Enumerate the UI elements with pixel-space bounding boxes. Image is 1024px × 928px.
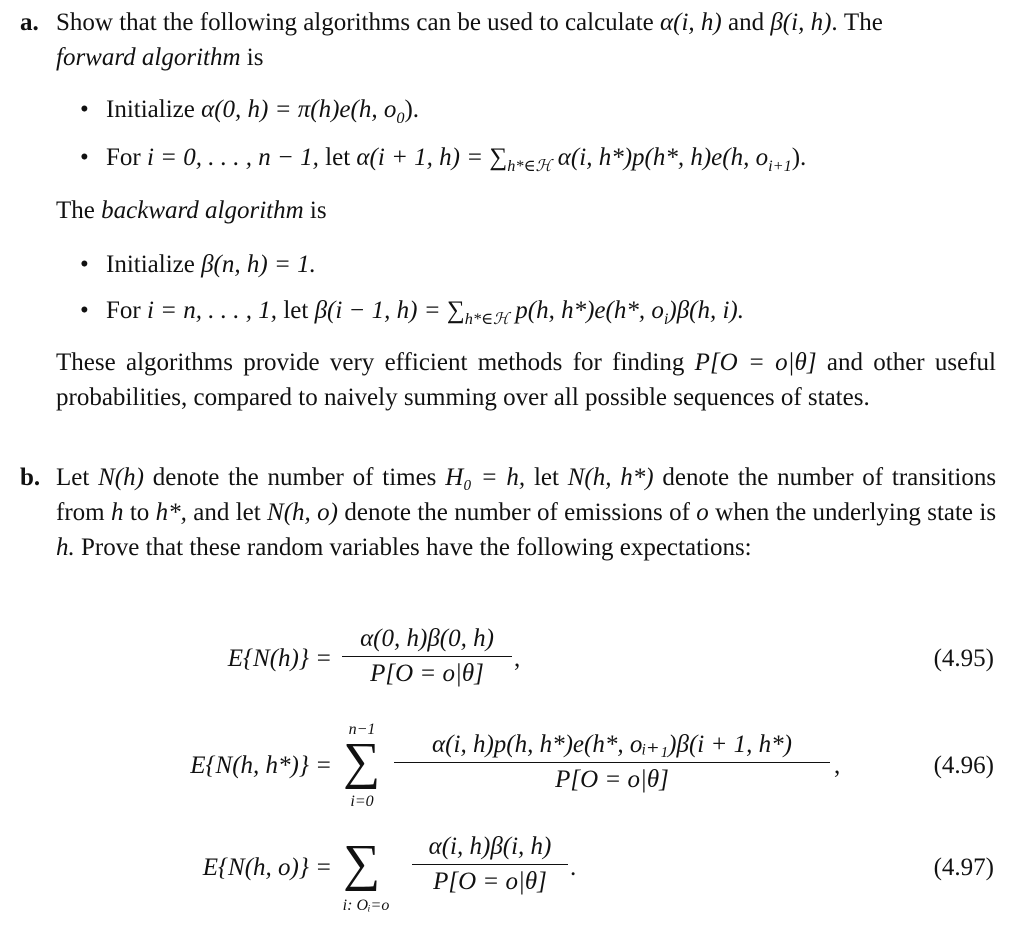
eq-lhs: E{N(h, o)} = <box>202 854 332 881</box>
eq-denominator: P[O = o|θ] <box>370 660 484 687</box>
closing-text-2: and other useful probabilities, compared to naively summing over all possible sequences of states. <box>56 349 997 411</box>
step-sub: i <box>663 310 669 328</box>
step-math2: α(i + 1, h) = ∑ <box>356 144 508 171</box>
step-math2: β(i − 1, h) = ∑ <box>314 297 465 324</box>
equation-number: (4.96) <box>933 752 994 779</box>
step-sum-sub: h*∈ℋ <box>507 157 552 175</box>
forward-step-1: • Initialize α(0, h) = π(h)e(h, $o_0$). <box>80 96 420 127</box>
step-math3: α(i, h*)p(h*, h)e(h, o <box>551 144 769 171</box>
eq-numerator: α(0, h)β(0, h) <box>342 622 512 657</box>
sum-upper-limit: n−1 <box>348 721 376 738</box>
b-text: denote the number of emissions of <box>344 499 690 526</box>
alpha-symbol: α(i, h) <box>660 9 722 36</box>
b-math: N(h, h*) <box>567 464 654 491</box>
step-text: Initialize <box>106 251 202 278</box>
b-math: H₀ = h, <box>445 464 526 491</box>
eq-lhs: E{N(h)} = <box>227 645 332 672</box>
b-math: o <box>696 499 709 526</box>
step-sub: 0 <box>396 109 405 127</box>
b-math: N(h) <box>98 464 144 491</box>
b-text: let <box>533 464 559 491</box>
part-a-intro-tail: . The <box>831 9 883 36</box>
eq-denominator: P[O = o|θ] <box>555 766 669 793</box>
eq-denominator: P[O = o|θ] <box>433 868 547 895</box>
part-a-intro <box>56 5 996 75</box>
eq-fraction <box>342 622 512 691</box>
part-a-label: a. <box>20 9 39 36</box>
eq-fraction <box>412 830 568 899</box>
step-text: Initialize <box>106 96 202 123</box>
equation-number: (4.97) <box>933 854 994 881</box>
step-math-post: )β(h, i). <box>668 297 744 324</box>
b-text: and let <box>193 499 261 526</box>
b-text: denote the number of times <box>152 464 437 491</box>
part-a-intro-text: Show that the following algorithms can be used to calculate <box>56 9 654 36</box>
b-math: h. <box>56 534 75 561</box>
b-math: h <box>110 499 124 526</box>
backward-algorithm-term: backward algorithm <box>101 197 304 224</box>
backward-step-1: • Initialize β(n, h) = 1. <box>80 251 316 278</box>
is-word: is <box>246 44 264 71</box>
step-sub: i+1 <box>768 157 792 175</box>
equation-4-96 <box>0 722 1024 812</box>
sum-lower-limit: i=0 <box>350 793 374 810</box>
step-math-post: ). <box>404 96 420 123</box>
step-math: i = n, . . . , 1, <box>146 297 278 324</box>
b-math: h*, <box>155 499 187 526</box>
eq-lhs: E{N(h, h*)} = <box>190 752 332 779</box>
equation-4-97 <box>0 828 1024 924</box>
step-text: For <box>106 297 147 324</box>
b-text: Let <box>56 464 90 491</box>
eq-numerator: α(i, h)p(h, h*)e(h*, oᵢ₊₁)β(i + 1, h*) <box>394 728 830 763</box>
part-b-label: b. <box>20 464 41 491</box>
b-text: denote the number of transitions from <box>56 464 997 526</box>
step-text: For <box>106 144 147 171</box>
b-math: N(h, o) <box>267 499 338 526</box>
is-word: is <box>309 197 327 224</box>
part-b-text <box>56 460 996 565</box>
step-text-mid: let <box>318 144 357 171</box>
step-math: α(0, h) = π(h)e(h, o <box>201 96 397 123</box>
step-math: i = 0, . . . , n − 1, <box>146 144 319 171</box>
closing-text-1: These algorithms provide very efficient methods for finding <box>56 349 685 376</box>
step-math: β(n, h) = 1. <box>201 251 316 278</box>
step-math-post: ). <box>791 144 807 171</box>
backward-intro <box>56 193 996 228</box>
and-word: and <box>728 9 765 36</box>
b-text: Prove that these random variables have the following expectations: <box>81 534 752 561</box>
equation-number: (4.95) <box>933 645 994 672</box>
eq-punct: . <box>570 854 577 881</box>
eq-punct: , <box>514 645 521 672</box>
b-text: when the underlying state is <box>715 499 997 526</box>
sum-lower-limit: i: Oᵢ=o <box>342 897 390 914</box>
beta-symbol: β(i, h) <box>770 9 832 36</box>
b-text: to <box>129 499 150 526</box>
forward-algorithm-term: forward algorithm <box>56 44 241 71</box>
eq-fraction <box>394 728 830 797</box>
step-text-mid: let <box>277 297 315 324</box>
step-math3: p(h, h*)e(h*, o <box>509 297 664 324</box>
backward-step-2: • For i = n, . . . , 1, let β(i − 1, $h) = \sum_{h*\in ℋ}$ p(h, h*)e(h*, $o_i)\beta(h$, i). <box>80 297 744 328</box>
eq-numerator: α(i, h)β(i, h) <box>412 830 568 865</box>
part-a-closing <box>56 345 996 415</box>
sigma-symbol: ∑ <box>343 835 381 892</box>
eq-punct: , <box>834 752 841 779</box>
forward-step-2: • For i = 0, . . . , n − 1, let α(i + 1, $h) = \sum_{h*\in ℋ}$ α(i, h*)p(h*, h)e(h, $o_{i+1}$). <box>80 144 807 175</box>
probability-expression: P[O = o|θ] <box>694 349 817 376</box>
step-sum-sub: h*∈ℋ <box>464 310 510 328</box>
backward-intro-text: The <box>56 197 95 224</box>
equation-4-95 <box>0 622 1024 702</box>
sigma-symbol: ∑ <box>343 733 381 790</box>
